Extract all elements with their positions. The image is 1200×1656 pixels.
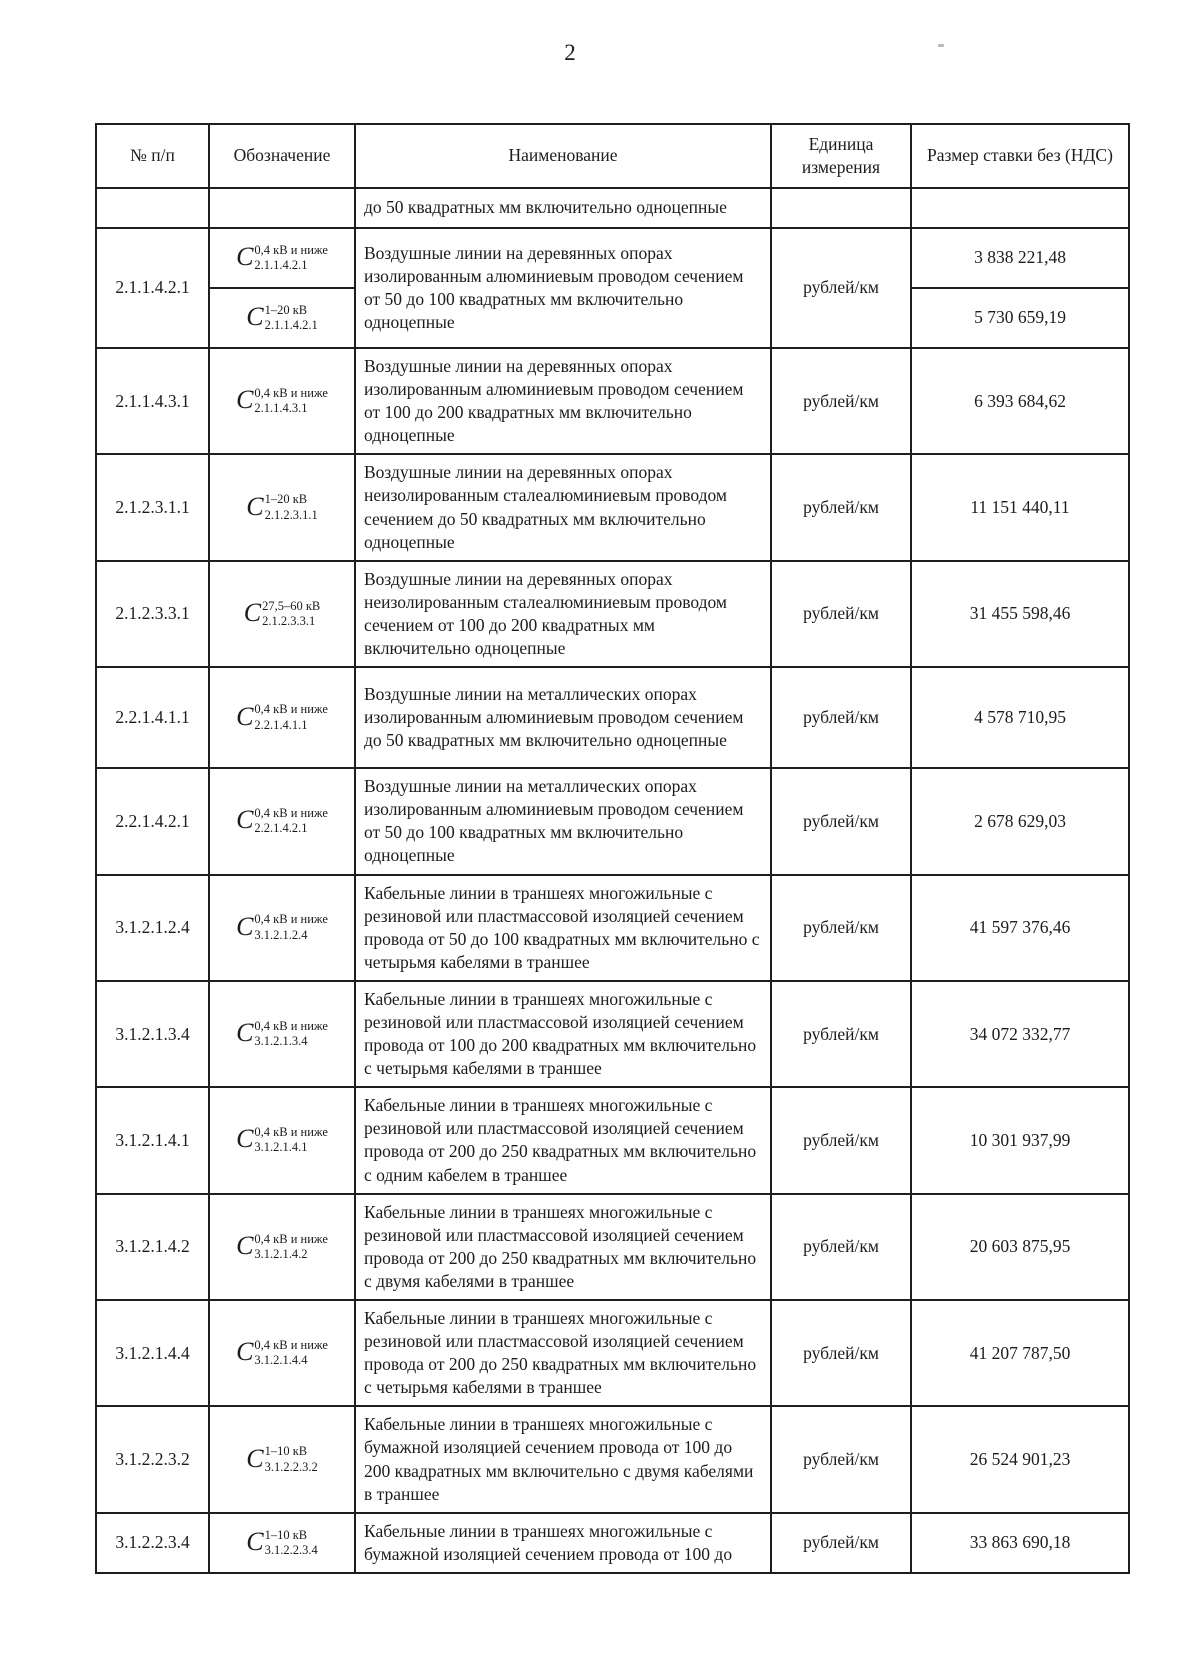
cell-name: Кабельные линии в траншеях многожильные с резиновой или пластмассовой изоляцией сечением провода от 50 до 100 квадратных мм включительно с четырьмя кабелями в траншее — [355, 875, 771, 981]
table-body — [96, 188, 1129, 1573]
cell-rate-value: 33 863 690,18 — [911, 1513, 1129, 1573]
cell-name: Кабельные линии в траншеях многожильные с бумажной изоляцией сечением провода от 100 до — [355, 1513, 771, 1573]
designation-symbol: C — [246, 1526, 264, 1556]
table-row — [96, 667, 1129, 768]
cell-unit: рублей/км — [771, 1406, 911, 1512]
cell-row-number: 3.1.2.2.3.2 — [96, 1406, 209, 1512]
cell-name: Кабельные линии в траншеях многожильные с резиновой или пластмассовой изоляцией сечением провода от 200 до 250 квадратных мм включительно с двумя кабелями в траншее — [355, 1194, 771, 1300]
designation-subscript: 3.1.2.1.4.1 — [254, 1140, 308, 1155]
designation-superscript: 0,4 кВ и ниже — [254, 806, 328, 821]
designation-formula — [236, 912, 328, 943]
designation-symbol: C — [236, 701, 254, 731]
designation-superscript: 0,4 кВ и ниже — [254, 385, 328, 400]
cell-designation — [209, 667, 355, 768]
designation-superscript: 1–10 кВ — [264, 1527, 308, 1542]
scan-artifact-dot — [938, 44, 944, 47]
designation-formula — [236, 806, 328, 837]
cell-row-number: 2.1.2.3.3.1 — [96, 561, 209, 667]
cell-unit: рублей/км — [771, 875, 911, 981]
designation-subscript: 3.1.2.1.4.2 — [254, 1246, 308, 1261]
table-row — [96, 454, 1129, 560]
designation-subscript: 3.1.2.2.3.4 — [264, 1542, 318, 1557]
cell-unit: рублей/км — [771, 667, 911, 768]
cell-designation — [209, 188, 355, 228]
cell-rate-value: 6 393 684,62 — [911, 348, 1129, 454]
designation-symbol: C — [243, 597, 262, 627]
cell-designation — [209, 1087, 355, 1193]
cell-name: Кабельные линии в траншеях многожильные с резиновой или пластмассовой изоляцией сечением провода от 100 до 200 квадратных мм включительно с четырьмя кабелями в траншее — [355, 981, 771, 1087]
designation-subscript: 2.1.1.4.2.1 — [264, 318, 318, 332]
cell-rate-value: 34 072 332,77 — [911, 981, 1129, 1087]
designation-superscript: 27,5–60 кВ — [262, 598, 321, 613]
designation-formula — [246, 303, 317, 334]
designation-superscript: 0,4 кВ и ниже — [254, 1231, 328, 1246]
designation-symbol: C — [236, 1124, 254, 1154]
cell-designation — [209, 454, 355, 560]
cell-rate-value: 3 838 221,48 — [911, 228, 1129, 288]
page-number: 2 — [564, 40, 576, 65]
header-num: № п/п — [96, 124, 209, 188]
table-row — [96, 981, 1129, 1087]
table-row — [96, 228, 1129, 288]
cell-rate-value: 31 455 598,46 — [911, 561, 1129, 667]
designation-subscript: 2.1.1.4.3.1 — [254, 401, 308, 416]
table-row — [96, 1087, 1129, 1193]
cell-row-number: 2.1.1.4.3.1 — [96, 348, 209, 454]
cell-unit: рублей/км — [771, 1194, 911, 1300]
header-row — [96, 124, 1129, 188]
designation-superscript: 1–20 кВ — [264, 302, 308, 317]
designation-superscript: 0,4 кВ и ниже — [254, 1337, 328, 1352]
cell-unit — [771, 188, 911, 228]
cell-row-number: 3.1.2.1.4.1 — [96, 1087, 209, 1193]
designation-formula — [236, 243, 328, 274]
designation-superscript: 1–10 кВ — [264, 1444, 308, 1459]
cell-unit: рублей/км — [771, 1300, 911, 1406]
designation-superscript: 0,4 кВ и ниже — [254, 242, 328, 257]
cell-designation — [209, 228, 355, 288]
designation-formula — [244, 599, 321, 630]
designation-subscript: 2.1.2.3.3.1 — [262, 613, 316, 628]
designation-subscript: 2.1.1.4.2.1 — [254, 258, 308, 272]
cell-designation — [209, 1194, 355, 1300]
table-row — [96, 1194, 1129, 1300]
designation-formula — [236, 1338, 328, 1369]
cell-designation — [209, 1406, 355, 1512]
designation-subscript: 3.1.2.1.4.4 — [254, 1353, 308, 1368]
cell-unit: рублей/км — [771, 228, 911, 348]
cell-unit: рублей/км — [771, 768, 911, 874]
cell-unit: рублей/км — [771, 454, 911, 560]
designation-symbol: C — [236, 385, 254, 415]
designation-formula — [236, 1125, 328, 1156]
cell-row-number: 3.1.2.2.3.4 — [96, 1513, 209, 1573]
designation-formula — [236, 386, 328, 417]
table-row — [96, 768, 1129, 874]
table-row — [96, 1513, 1129, 1573]
header-name: Наименование — [355, 124, 771, 188]
designation-symbol: C — [246, 1443, 264, 1473]
designation-symbol: C — [236, 1230, 254, 1260]
cell-row-number: 3.1.2.1.4.4 — [96, 1300, 209, 1406]
designation-superscript: 1–20 кВ — [264, 492, 308, 507]
designation-subscript: 3.1.2.1.2.4 — [254, 927, 308, 942]
designation-symbol: C — [236, 805, 254, 835]
table-row — [96, 1406, 1129, 1512]
designation-formula — [236, 702, 328, 733]
cell-name: до 50 квадратных мм включительно одноцепные — [355, 188, 771, 228]
cell-row-number: 3.1.2.1.3.4 — [96, 981, 209, 1087]
cell-unit: рублей/км — [771, 981, 911, 1087]
table-header — [96, 124, 1129, 188]
header-designation: Обозначение — [209, 124, 355, 188]
designation-subscript: 3.1.2.2.3.2 — [264, 1459, 318, 1474]
header-unit: Единица измерения — [771, 124, 911, 188]
designation-formula — [246, 1528, 317, 1559]
designation-superscript: 0,4 кВ и ниже — [254, 912, 328, 927]
designation-subscript: 2.2.1.4.2.1 — [254, 821, 308, 836]
table-row — [96, 875, 1129, 981]
cell-unit: рублей/км — [771, 1087, 911, 1193]
designation-symbol: C — [246, 302, 264, 331]
cell-designation — [209, 348, 355, 454]
cell-row-number: 2.2.1.4.1.1 — [96, 667, 209, 768]
designation-subscript: 2.2.1.4.1.1 — [254, 717, 308, 732]
cell-row-number: 2.1.1.4.2.1 — [96, 228, 209, 348]
cell-unit: рублей/км — [771, 561, 911, 667]
designation-symbol: C — [236, 1337, 254, 1367]
cell-designation — [209, 1513, 355, 1573]
designation-subscript: 3.1.2.1.3.4 — [254, 1034, 308, 1049]
cell-designation — [209, 1300, 355, 1406]
cell-row-number: 2.2.1.4.2.1 — [96, 768, 209, 874]
tariff-table — [95, 123, 1130, 1574]
designation-symbol: C — [236, 242, 254, 271]
cell-name: Воздушные линии на металлических опорах изолированным алюминиевым проводом сечением от 50 до 100 квадратных мм включительно одноцепные — [355, 768, 771, 874]
cell-rate-value: 41 207 787,50 — [911, 1300, 1129, 1406]
cell-row-number: 3.1.2.1.2.4 — [96, 875, 209, 981]
cell-rate-value: 26 524 901,23 — [911, 1406, 1129, 1512]
cell-rate-value: 20 603 875,95 — [911, 1194, 1129, 1300]
cell-name: Воздушные линии на деревянных опорах неизолированным сталеалюминиевым проводом сечением от 100 до 200 квадратных мм включительно одноцепные — [355, 561, 771, 667]
cell-designation — [209, 981, 355, 1087]
cell-designation — [209, 288, 355, 348]
designation-symbol: C — [246, 491, 264, 521]
cell-row-number — [96, 188, 209, 228]
cell-rate-value: 2 678 629,03 — [911, 768, 1129, 874]
designation-symbol: C — [236, 911, 254, 941]
cell-rate-value — [911, 188, 1129, 228]
designation-formula — [236, 1232, 328, 1263]
designation-formula — [236, 1019, 328, 1050]
designation-superscript: 0,4 кВ и ниже — [254, 1018, 328, 1033]
cell-name: Кабельные линии в траншеях многожильные с резиновой или пластмассовой изоляцией сечением провода от 200 до 250 квадратных мм включительно с четырьмя кабелями в траншее — [355, 1300, 771, 1406]
table-row — [96, 348, 1129, 454]
cell-rate-value: 11 151 440,11 — [911, 454, 1129, 560]
cell-name: Кабельные линии в траншеях многожильные с резиновой или пластмассовой изоляцией сечением провода от 200 до 250 квадратных мм включительно с одним кабелем в траншее — [355, 1087, 771, 1193]
designation-superscript: 0,4 кВ и ниже — [254, 1125, 328, 1140]
cell-rate-value: 41 597 376,46 — [911, 875, 1129, 981]
cell-rate-value: 5 730 659,19 — [911, 288, 1129, 348]
designation-symbol: C — [236, 1018, 254, 1048]
table-row — [96, 188, 1129, 228]
cell-designation — [209, 768, 355, 874]
cell-name: Воздушные линии на деревянных опорах неизолированным сталеалюминиевым проводом сечением до 50 квадратных мм включительно одноцепные — [355, 454, 771, 560]
cell-name: Кабельные линии в траншеях многожильные с бумажной изоляцией сечением провода от 100 до 200 квадратных мм включительно с двумя кабелями в траншее — [355, 1406, 771, 1512]
designation-formula — [246, 492, 317, 523]
cell-rate-value: 4 578 710,95 — [911, 667, 1129, 768]
cell-row-number: 3.1.2.1.4.2 — [96, 1194, 209, 1300]
designation-subscript: 2.1.2.3.1.1 — [264, 507, 318, 522]
table-row — [96, 561, 1129, 667]
cell-designation — [209, 561, 355, 667]
designation-formula — [246, 1444, 317, 1475]
cell-name: Воздушные линии на деревянных опорах изолированным алюминиевым проводом сечением от 100 до 200 квадратных мм включительно одноцепные — [355, 348, 771, 454]
designation-superscript: 0,4 кВ и ниже — [254, 702, 328, 717]
cell-unit: рублей/км — [771, 348, 911, 454]
table-row — [96, 1300, 1129, 1406]
cell-designation — [209, 875, 355, 981]
cell-row-number: 2.1.2.3.1.1 — [96, 454, 209, 560]
header-rate: Размер ставки без (НДС) — [911, 124, 1129, 188]
cell-name: Воздушные линии на деревянных опорах изолированным алюминиевым проводом сечением от 50 до 100 квадратных мм включительно одноцепные — [355, 228, 771, 348]
cell-unit: рублей/км — [771, 1513, 911, 1573]
cell-rate-value: 10 301 937,99 — [911, 1087, 1129, 1193]
cell-name: Воздушные линии на металлических опорах изолированным алюминиевым проводом сечением до 50 квадратных мм включительно одноцепные — [355, 667, 771, 768]
